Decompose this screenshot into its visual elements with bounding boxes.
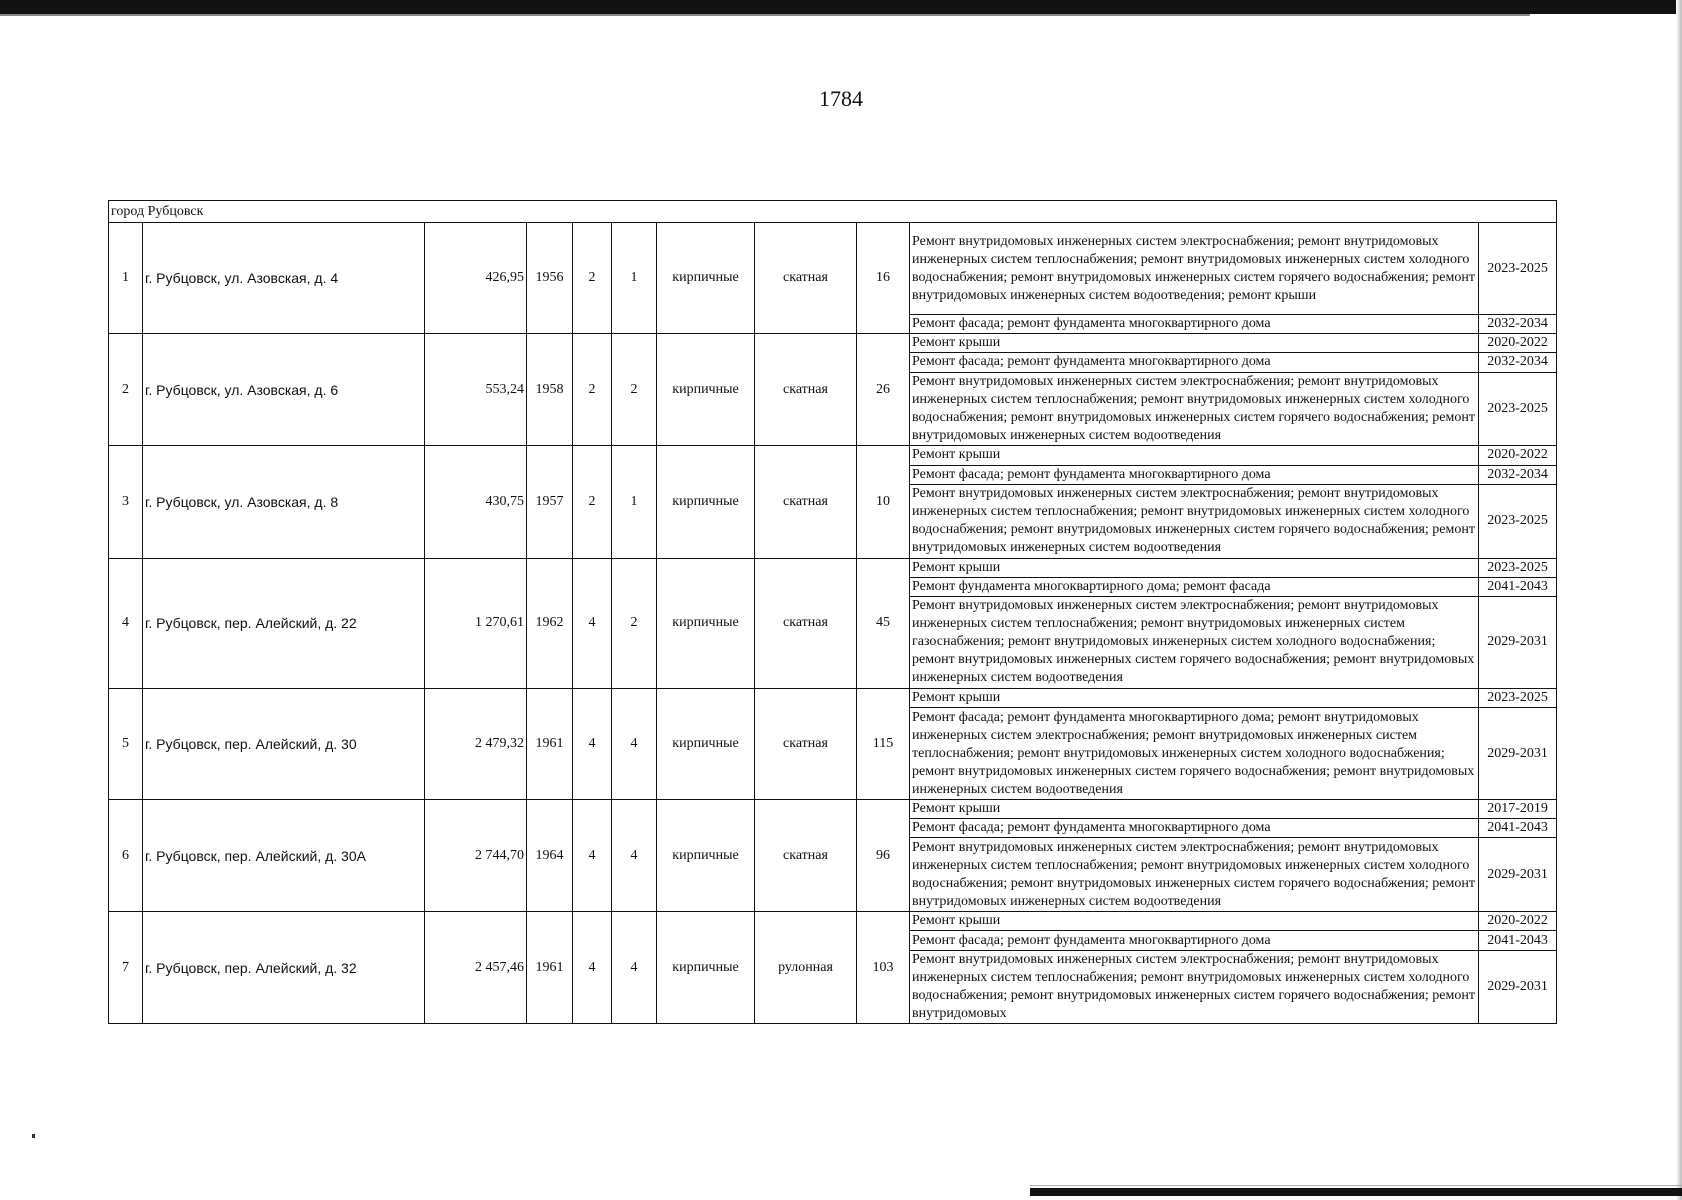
roof-type-cell: скатная [755,223,857,334]
entrances-cell: 4 [612,688,657,799]
floors-cell: 4 [573,800,612,912]
repair-work-cell: Ремонт внутридомовых инженерных систем электроснабжения; ремонт внутридомовых инженерных систем теплоснабжения; ремонт внутридомовых инженерных систем холодного водоснабжения; ремонт внутридомовых инженерных систем горячего водоснабжения; ремонт внутридомовых инженерных систем водоотведения [910,484,1479,558]
entrances-cell: 4 [612,912,657,1024]
area-cell: 426,95 [425,223,527,334]
floors-cell: 2 [573,334,612,446]
repair-work-cell: Ремонт внутридомовых инженерных систем электроснабжения; ремонт внутридомовых инженерных систем теплоснабжения; ремонт внутридомовых инженерных систем холодного водоснабжения; ремонт внутридомовых инженерных систем горячего водоснабжения; ремонт внутридомовых инженерных систем водоотведения [910,838,1479,912]
repair-work-cell: Ремонт фасада; ремонт фундамента многоквартирного дома [910,353,1479,372]
scan-line-bottom [1030,1185,1682,1186]
repair-period-cell: 2032-2034 [1479,353,1557,372]
row-number: 7 [109,912,143,1024]
repair-work-cell: Ремонт крыши [910,334,1479,353]
address-cell: г. Рубцовск, пер. Алейский, д. 22 [143,558,425,688]
repair-period-cell: 2029-2031 [1479,708,1557,800]
repair-period-cell: 2029-2031 [1479,596,1557,688]
table-row [109,558,1557,577]
floors-cell: 4 [573,558,612,688]
residents-cell: 26 [857,334,910,446]
residents-cell: 16 [857,223,910,334]
scan-speck [32,1134,35,1138]
page-number: 1784 [819,86,863,111]
address-cell: г. Рубцовск, пер. Алейский, д. 32 [143,912,425,1024]
repair-work-cell: Ремонт фасада; ремонт фундамента многоквартирного дома [910,465,1479,484]
repair-period-cell: 2041-2043 [1479,819,1557,838]
roof-type-cell: скатная [755,334,857,446]
table-row [109,446,1557,465]
address-cell: г. Рубцовск, пер. Алейский, д. 30 [143,688,425,799]
area-cell: 2 479,32 [425,688,527,799]
row-number: 5 [109,688,143,799]
repair-period-cell: 2023-2025 [1479,372,1557,446]
repair-period-cell: 2041-2043 [1479,931,1557,950]
wall-material-cell: кирпичные [657,223,755,334]
repair-work-cell: Ремонт фасада; ремонт фундамента многоквартирного дома [910,931,1479,950]
repair-period-cell: 2029-2031 [1479,950,1557,1024]
repair-period-cell: 2023-2025 [1479,558,1557,577]
wall-material-cell: кирпичные [657,800,755,912]
repair-work-cell: Ремонт крыши [910,558,1479,577]
row-number: 1 [109,223,143,334]
repair-work-cell: Ремонт крыши [910,446,1479,465]
residents-cell: 103 [857,912,910,1024]
repair-period-cell: 2017-2019 [1479,800,1557,819]
area-cell: 430,75 [425,446,527,558]
floors-cell: 4 [573,688,612,799]
year-cell: 1961 [527,912,573,1024]
repair-period-cell: 2023-2025 [1479,484,1557,558]
repair-period-cell: 2023-2025 [1479,223,1557,315]
repair-period-cell: 2023-2025 [1479,688,1557,707]
area-cell: 2 744,70 [425,800,527,912]
row-number: 2 [109,334,143,446]
wall-material-cell: кирпичные [657,334,755,446]
table-row [109,334,1557,353]
scan-border-top [0,0,1682,14]
roof-type-cell: рулонная [755,912,857,1024]
area-cell: 2 457,46 [425,912,527,1024]
housing-repair-table [108,200,1557,1024]
floors-cell: 2 [573,223,612,334]
scan-line-top [0,14,1530,16]
repair-work-cell: Ремонт внутридомовых инженерных систем электроснабжения; ремонт внутридомовых инженерных систем теплоснабжения; ремонт внутридомовых инженерных систем холодного водоснабжения; ремонт внутридомовых инженерных систем горячего водоснабжения; ремонт внутридомовых инженерных систем водоотведения [910,372,1479,446]
repair-work-cell: Ремонт фасада; ремонт фундамента многоквартирного дома; ремонт внутридомовых инженерных систем электроснабжения; ремонт внутридомовых инженерных систем теплоснабжения; ремонт внутридомовых инженерных систем холодного водоснабжения; ремонт внутридомовых инженерных систем горячего водоснабжения; ремонт внутридомовых инженерных систем водоотведения [910,708,1479,800]
roof-type-cell: скатная [755,688,857,799]
table-row [109,688,1557,707]
address-cell: г. Рубцовск, пер. Алейский, д. 30А [143,800,425,912]
wall-material-cell: кирпичные [657,446,755,558]
year-cell: 1964 [527,800,573,912]
repair-period-cell: 2020-2022 [1479,912,1557,931]
repair-period-cell: 2041-2043 [1479,577,1557,596]
residents-cell: 115 [857,688,910,799]
row-number: 6 [109,800,143,912]
scan-border-bottom [1030,1188,1682,1196]
address-cell: г. Рубцовск, ул. Азовская, д. 4 [143,223,425,334]
entrances-cell: 1 [612,446,657,558]
city-name: город Рубцовск [109,201,1557,223]
repair-work-cell: Ремонт фасада; ремонт фундамента многоквартирного дома [910,819,1479,838]
area-cell: 1 270,61 [425,558,527,688]
year-cell: 1962 [527,558,573,688]
residents-cell: 45 [857,558,910,688]
repair-period-cell: 2029-2031 [1479,838,1557,912]
entrances-cell: 1 [612,223,657,334]
address-cell: г. Рубцовск, ул. Азовская, д. 8 [143,446,425,558]
repair-work-cell: Ремонт крыши [910,800,1479,819]
repair-work-cell: Ремонт фундамента многоквартирного дома; ремонт фасада [910,577,1479,596]
roof-type-cell: скатная [755,446,857,558]
wall-material-cell: кирпичные [657,912,755,1024]
repair-period-cell: 2020-2022 [1479,446,1557,465]
area-cell: 553,24 [425,334,527,446]
entrances-cell: 2 [612,558,657,688]
repair-period-cell: 2032-2034 [1479,465,1557,484]
floors-cell: 4 [573,912,612,1024]
repair-period-cell: 2032-2034 [1479,315,1557,334]
year-cell: 1956 [527,223,573,334]
roof-type-cell: скатная [755,800,857,912]
table-row [109,223,1557,315]
year-cell: 1957 [527,446,573,558]
table-row [109,912,1557,931]
repair-work-cell: Ремонт внутридомовых инженерных систем электроснабжения; ремонт внутридомовых инженерных систем теплоснабжения; ремонт внутридомовых инженерных систем холодного водоснабжения; ремонт внутридомовых инженерных систем горячего водоснабжения; ремонт внутридомовых [910,950,1479,1024]
repair-work-cell: Ремонт фасада; ремонт фундамента многоквартирного дома [910,315,1479,334]
roof-type-cell: скатная [755,558,857,688]
entrances-cell: 2 [612,334,657,446]
year-cell: 1961 [527,688,573,799]
table-row [109,800,1557,819]
repair-period-cell: 2020-2022 [1479,334,1557,353]
residents-cell: 10 [857,446,910,558]
entrances-cell: 4 [612,800,657,912]
residents-cell: 96 [857,800,910,912]
repair-work-cell: Ремонт крыши [910,912,1479,931]
row-number: 3 [109,446,143,558]
address-cell: г. Рубцовск, ул. Азовская, д. 6 [143,334,425,446]
floors-cell: 2 [573,446,612,558]
city-header-row [109,201,1557,223]
wall-material-cell: кирпичные [657,688,755,799]
repair-work-cell: Ремонт внутридомовых инженерных систем электроснабжения; ремонт внутридомовых инженерных систем теплоснабжения; ремонт внутридомовых инженерных систем газоснабжения; ремонт внутридомовых инженерных систем холодного водоснабжения; ремонт внутридомовых инженерных систем горячего водоснабжения; ремонт внутридомовых инженерных систем водоотведения [910,596,1479,688]
row-number: 4 [109,558,143,688]
scan-edge-right [1676,0,1682,1200]
wall-material-cell: кирпичные [657,558,755,688]
year-cell: 1958 [527,334,573,446]
repair-work-cell: Ремонт внутридомовых инженерных систем электроснабжения; ремонт внутридомовых инженерных систем теплоснабжения; ремонт внутридомовых инженерных систем холодного водоснабжения; ремонт внутридомовых инженерных систем горячего водоснабжения; ремонт внутридомовых инженерных систем водоотведения; ремонт крыши [910,223,1479,315]
repair-work-cell: Ремонт крыши [910,688,1479,707]
